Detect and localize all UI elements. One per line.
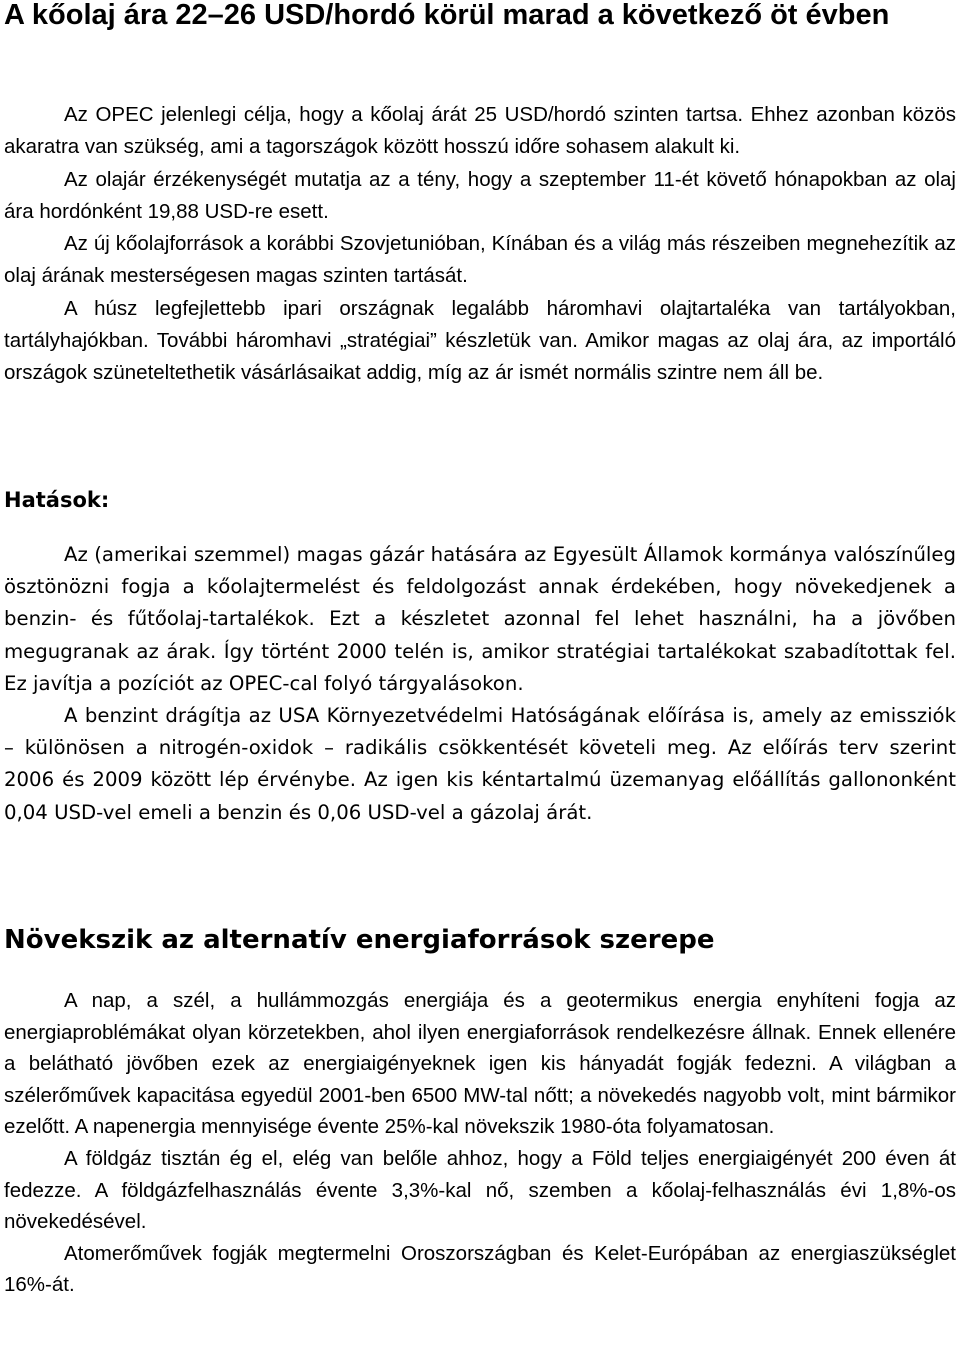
paragraph-reserves: A húsz legfejlettebb ipari országnak legalább háromhavi olajtartaléka van tartályokban, tartályhajókban. További háromhavi „stratégiai” készletük van. Amikor magas az olaj ára, az importáló országok szüneteltethetik vásárlásaikat addig, míg az ár ismét normális szintre nem áll be.: [4, 296, 956, 385]
oil-price-section: [4, 99, 956, 390]
paragraph-new-sources: Az új kőolajforrások a korábbi Szovjetunióban, Kínában és a világ más részeiben megnehezítik az olaj árának mesterségesen magas szinten tartását.: [4, 232, 956, 288]
effects-section: [4, 539, 956, 829]
paragraph-epa-regulation: A benzint drágítja az USA Környezetvédelmi Hatóságának előírása is, amely az emissziók – különösen a nitrogén-oxidok – radikális csökkentését követeli meg. Az előírás terv szerint 2006 és 2009 között lép érvénybe. Az igen kis kéntartalmú üzemanyag előállítás gallononként 0,04 USD-vel emeli a benzin és 0,06 USD-vel a gázolaj árát.: [4, 704, 956, 824]
section-heading-alternative-energy: Növekszik az alternatív energiaforrások szerepe: [4, 925, 715, 955]
paragraph-renewables: A nap, a szél, a hullámmozgás energiája és a geotermikus energia enyhíteni fogja az energiaproblémákat olyan körzetekben, ahol ilyen energiaforrások rendelkezésre állnak. Ennek ellenére a belátható jövőben ezek az energiaigényeknek igen kis hányadát fogják fedezni. A világban a szélerőművek kapacitása egyedül 2001-ben 6500 MW-tal nőtt; a növekedés nagyobb volt, mint bármikor ezelőtt. A napenergia mennyisége évente 25%-kal növekszik 1980-óta folyamatosan.: [4, 989, 956, 1139]
alternative-energy-section: [4, 985, 956, 1301]
paragraph-nuclear: Atomerőművek fogják megtermelni Oroszországban és Kelet-Európában az energiaszükséglet 16%-át.: [4, 1241, 956, 1297]
effects-heading: Hatások:: [4, 488, 110, 512]
paragraph-opec-goal: Az OPEC jelenlegi célja, hogy a kőolaj árát 25 USD/hordó szinten tartsa. Ehhez azonban közös akaratra van szükség, ami a tagországok között hosszú időre sohasem alakult ki.: [4, 103, 956, 159]
paragraph-price-sensitivity: Az olajár érzékenységét mutatja az a tény, hogy a szeptember 11-ét követő hónapokban az olaj ára hordónként 19,88 USD-re esett.: [4, 167, 956, 223]
paragraph-us-gas-price: Az (amerikai szemmel) magas gázár hatására az Egyesült Államok kormánya valószínűleg ösztönözni fogja a kőolajtermelést és feldolgozást annak érdekében, hogy növekedjenek a benzin- és fűtőolaj-tartalékok. Ezt a készletet azonnal fel lehet használni, ha a jövőben megugranak az árak. Így történt 2000 telén is, amikor stratégiai tartalékokat szabadítottak fel. Ez javítja a pozíciót az OPEC-cal folyó tárgyalásokon.: [4, 543, 956, 695]
page-title: A kőolaj ára 22–26 USD/hordó körül marad a következő öt évben: [4, 0, 890, 31]
paragraph-natural-gas: A földgáz tisztán ég el, elég van belőle ahhoz, hogy a Föld teljes energiaigényét 200 éven át fedezze. A földgázfelhasználás évente 3,3%-kal nő, szemben a kőolaj-felhasználás évi 1,8%-os növekedésével.: [4, 1146, 956, 1234]
